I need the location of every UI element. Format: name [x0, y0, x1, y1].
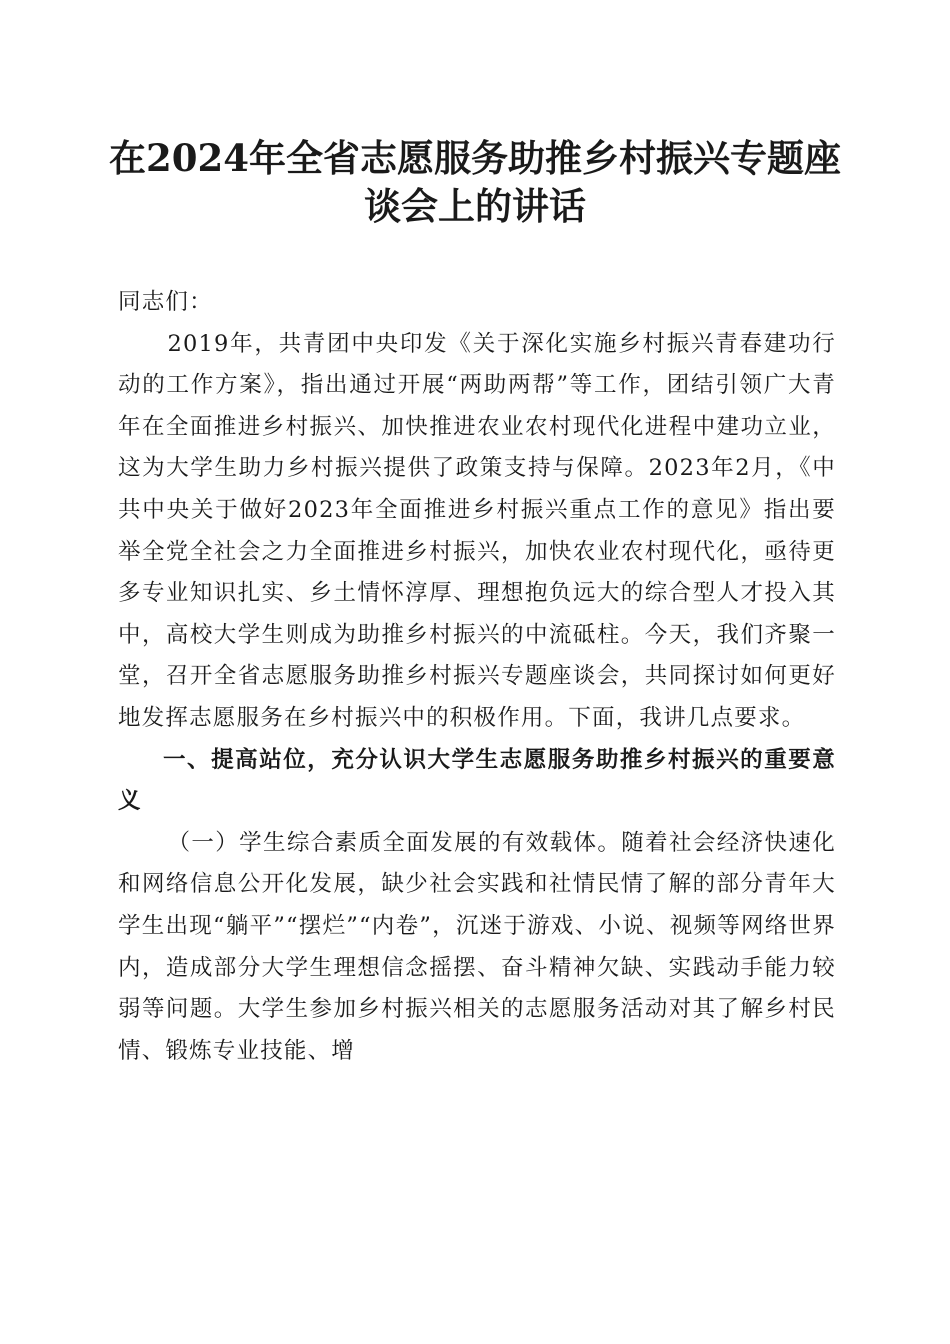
section-heading-1: 一、提高站位，充分认识大学生志愿服务助推乡村振兴的重要意义	[118, 746, 836, 815]
paragraph-intro: 2019年，共青团中央印发《关于深化实施乡村振兴青春建功行动的工作方案》，指出通过开展“两助两帮”等工作，团结引领广大青年在全面推进乡村振兴、加快推进农业农村现代化进程中建功立业，这为大学生助力乡村振兴提供了政策支持与保障。2023年2月，《中共中央关于做好2023年全面推进乡村振兴重点工作的意见》指出要举全党全社会之力全面推进乡村振兴，加快农业农村现代化，亟待更多专业知识扎实、乡土情怀淳厚、理想抱负远大的综合型人才投入其中，高校大学生则成为助推乡村振兴的中流砥柱。今天，我们齐聚一堂，召开全省志愿服务助推乡村振兴专题座谈会，共同探讨如何更好地发挥志愿服务在乡村振兴中的积极作用。下面，我讲几点要求。	[118, 330, 836, 731]
document-body	[118, 282, 836, 1072]
title-line-1: 在2024年全省志愿服务助推乡村振兴专题座	[109, 136, 841, 180]
title-line-2: 谈会上的讲话	[364, 184, 586, 228]
salutation: 同志们：	[118, 289, 213, 315]
document-title	[100, 134, 850, 230]
paragraph-subsection-1: （一）学生综合素质全面发展的有效载体。随着社会经济快速化和网络信息公开化发展，缺少社会实践和社情民情了解的部分青年大学生出现“躺平”“摆烂”“内卷”，沉迷于游戏、小说、视频等网络世界内，造成部分大学生理想信念摇摆、奋斗精神欠缺、实践动手能力较弱等问题。大学生参加乡村振兴相关的志愿服务活动对其了解乡村民情、锻炼专业技能、增	[118, 829, 836, 1064]
